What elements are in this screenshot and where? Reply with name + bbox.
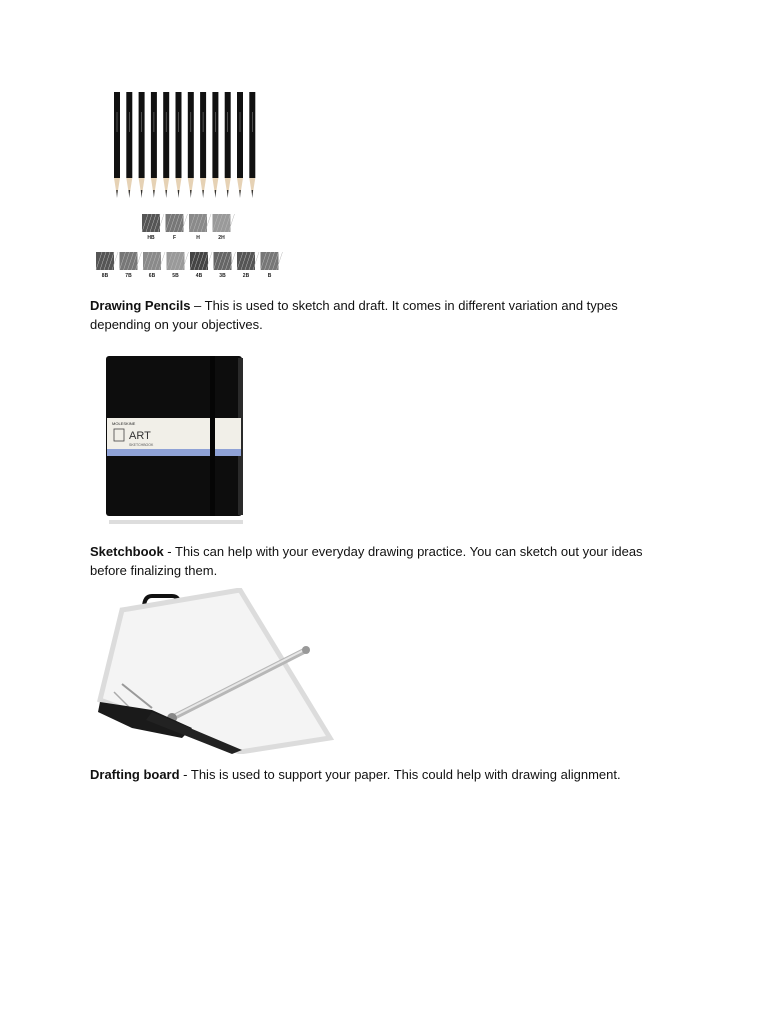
- drafting-board-illustration: [92, 588, 338, 754]
- grade-row2-grade-label: B: [267, 273, 272, 279]
- grade-row2-grade-label: 7B: [125, 273, 132, 279]
- grade-row1-grade-label: HB: [147, 235, 155, 241]
- pencil-body: [139, 92, 145, 178]
- drafting-board-description: This is used to support your paper. This could help with drawing alignment.: [190, 767, 621, 782]
- pencil-lead: [153, 190, 155, 198]
- book-shadow: [109, 520, 243, 524]
- pencil-body: [163, 92, 169, 178]
- rule-end-right: [302, 646, 310, 654]
- grade-row1-grade-label: 2H: [218, 235, 225, 241]
- book-cover-subtitle: SKETCHBOOK: [129, 443, 154, 447]
- pencil-lead: [129, 190, 131, 198]
- separator: -: [163, 544, 176, 559]
- book-brand: MOLESKINE: [112, 421, 136, 426]
- pencil-lead: [202, 190, 204, 198]
- pencil-body: [200, 92, 206, 178]
- pencil-body: [249, 92, 255, 178]
- pencil-lead: [227, 190, 229, 198]
- pencil-lead: [252, 190, 254, 198]
- drawing-pencils-description: This is used to sketch and draft. It comes in different variation and types depending on your objectives.: [90, 298, 618, 332]
- pencil-lead: [215, 190, 217, 198]
- drafting-board-paragraph: [90, 765, 680, 784]
- pencil-lead: [116, 190, 118, 198]
- pencil-body: [225, 92, 231, 178]
- book-band-stripe: [107, 449, 241, 456]
- pencil-body: [212, 92, 218, 178]
- pencil-lead: [178, 190, 180, 198]
- elastic-strap: [210, 356, 215, 516]
- separator: -: [179, 767, 191, 782]
- pencil-lead: [165, 190, 167, 198]
- book-cover-title: ART: [129, 430, 151, 442]
- pencils-illustration: [90, 92, 290, 284]
- sketchbook-image: [100, 350, 250, 525]
- drawing-pencils-image: [90, 92, 290, 284]
- pencil-lead: [239, 190, 241, 198]
- pencil-body: [188, 92, 194, 178]
- grade-row2-grade-label: 4B: [195, 273, 203, 279]
- grade-row2-grade-label: 6B: [148, 273, 156, 279]
- grade-row2-grade-label: 8B: [101, 273, 109, 279]
- drawing-pencils-term: Drawing Pencils: [90, 298, 191, 313]
- sketchbook-paragraph: [90, 542, 680, 580]
- pencil-body: [114, 92, 120, 178]
- pencil-body: [151, 92, 157, 178]
- grade-row2-grade-label: 3B: [219, 273, 226, 279]
- drafting-board-term: Drafting board: [90, 767, 180, 782]
- grade-row2-grade-label: 5B: [172, 273, 179, 279]
- grade-row2-grade-label: 2B: [242, 273, 250, 279]
- drawing-pencils-paragraph: [90, 296, 680, 334]
- drafting-board-image: [92, 588, 338, 754]
- pencil-body: [176, 92, 182, 178]
- pencil-body: [237, 92, 243, 178]
- sketchbook-illustration: [100, 350, 250, 525]
- grade-row1-grade-label: H: [196, 235, 200, 241]
- separator: –: [190, 298, 205, 313]
- pencil-lead: [141, 190, 143, 198]
- grade-row1-grade-label: F: [172, 235, 177, 241]
- sketchbook-term: Sketchbook: [90, 544, 164, 559]
- pencil-lead: [190, 190, 192, 198]
- sketchbook-description: This can help with your everyday drawing practice. You can sketch out your ideas before finalizing them.: [90, 544, 643, 578]
- pencil-body: [126, 92, 132, 178]
